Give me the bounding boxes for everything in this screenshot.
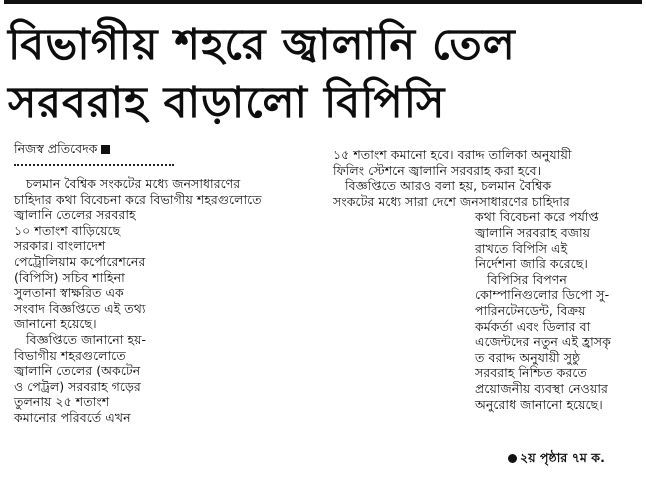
col1-line: বিভাগীয় শহরগুলোতে [14, 347, 126, 363]
col2-line: বিজ্ঞপ্তিতে আরও বলা হয়, চলমান বৈশ্বিক [345, 178, 552, 194]
col2-line: ১৫ শতাংশ কমানো হবে। বরাদ্দ তালিকা অনুযায়ী [333, 147, 572, 162]
col1-line: ও পেট্রল) সরবরাহ গড়ের [14, 378, 141, 394]
col1-line: ১০ শতাংশ বাড়িয়েছে [14, 222, 121, 238]
col2-line: বিপিসির বিপণন [487, 271, 567, 287]
col1-line: জ্বালানি তেলের সরবরাহ [14, 207, 136, 223]
article-column-2 [333, 147, 627, 412]
article-column-1 [14, 176, 324, 426]
byline [14, 140, 110, 158]
headline-line-1: বিভাগীয় শহরে জ্বালানি তেল [8, 20, 516, 70]
bullet-icon [508, 454, 517, 463]
headline [8, 16, 628, 132]
col2-line: কথা বিবেচনা করে পর্যাপ্ত [475, 209, 599, 225]
col1-line: চলমান বৈশ্বিক সংকটের মধ্যে জনসাধারণের [26, 176, 241, 191]
col1-line: জানানো হয়েছে। [14, 316, 97, 332]
col1-line: তুলনায় ২৫ শতাংশ [14, 394, 110, 410]
col2-line: কোম্পানিগুলোর ডিপো সু- [475, 287, 610, 303]
continuation-note [508, 450, 605, 470]
col2-line: জ্বালানি সরবরাহ বজায় [475, 224, 591, 240]
col2-line: ত বরাদ্দ অনুযায়ী সুষ্ঠু [475, 349, 581, 365]
byline-square-icon [101, 145, 110, 154]
col1-line: জ্বালানি তেলের (অকটেন [14, 363, 141, 379]
col1-line: বিজ্ঞপ্তিতে জানানো হয়- [26, 331, 147, 347]
col2-line: সরবরাহ নিশ্চিত করতে [475, 365, 587, 381]
top-rule [4, 0, 642, 4]
col2-line: রাখতে বিপিসি এই [475, 240, 568, 256]
byline-text: নিজস্ব প্রতিবেদক [14, 141, 98, 156]
col1-line: সরকার। বাংলাদেশ [14, 238, 106, 254]
col2-line: ফিলিং স্টেশনে জ্বালানি সরবরাহ করা হবে। [333, 162, 542, 178]
col2-line: কর্মকর্তা এবং ডিলার বা [475, 318, 591, 334]
col1-line: (বিপিসি) সচিব শাহিনা [14, 269, 125, 285]
col2-line: সংকটের মধ্যে সারা দেশে জনসাধারণের চাহিদার [333, 193, 570, 209]
col2-line: নির্দেশনা জারি করেছে। [475, 256, 588, 272]
headline-line-2: সরবরাহ বাড়ালো বিপিসি [8, 78, 446, 128]
continuation-text: ২য় পৃষ্ঠার ৭ম ক. [520, 450, 605, 465]
col2-line: এজেন্টদের নতুন এই হ্রাসকৃ [475, 334, 611, 350]
col1-line: সংবাদ বিজ্ঞপ্তিতে এই তথ্য [14, 300, 146, 316]
dotted-separator [14, 158, 174, 166]
col2-line: পারিনটেনডেন্ট, বিক্রয় [475, 302, 586, 318]
col1-line: কমানোর পরিবর্তে এখন [14, 409, 131, 425]
col1-line: সুলতানা স্বাক্ষরিত এক [14, 285, 124, 301]
col2-line: অনুরোধ জানানো হয়েছে। [475, 396, 603, 412]
col2-line: প্রয়োজনীয় ব্যবস্থা নেওয়ার [475, 380, 608, 396]
col1-line: পেট্রোলিয়াম কর্পোরেশনের [14, 253, 146, 269]
col1-line: চাহিদার কথা বিবেচনা করে বিভাগীয় শহরগুলোতে [14, 191, 262, 207]
